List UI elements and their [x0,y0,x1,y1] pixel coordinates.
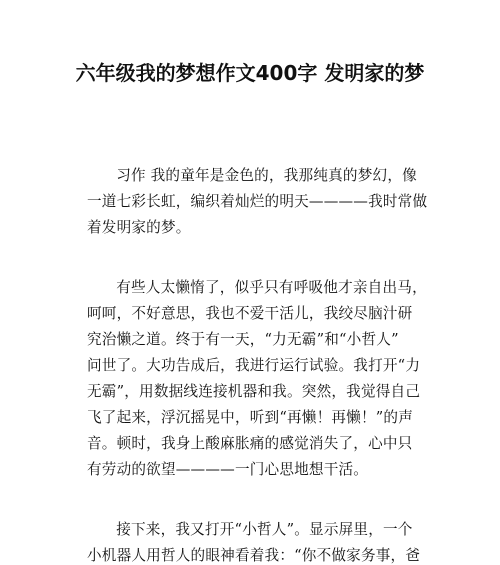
text-line: 呵呵，不好意思，我也不爱干活儿，我绞尽脑汁研 [87,305,413,322]
paragraph-2 [87,275,427,483]
paragraph-3 [87,517,421,565]
text-line: 接下来，我又打开“小哲人”。显示屏里，一个 [116,521,413,538]
text-line: 一道七彩长虹，编织着灿烂的明天————我时常做 [87,193,428,210]
text-line: 问世了。大功告成后，我进行运行试验。我打开“力 [87,357,421,374]
text-line: 有些人太懒惰了，似乎只有呼吸他才亲自出马， [116,279,427,296]
text-line: 着发明家的梦。 [87,219,191,236]
text-line: 飞了起来，浮沉摇晃中，听到“再懒！再懒！”的声 [87,409,413,426]
paragraph-1 [87,163,428,241]
text-line: 有劳动的欲望————一门心思地想干活。 [87,461,369,478]
text-line: 音。顿时，我身上酸麻胀痛的感觉消失了，心中只 [87,435,413,452]
text-line: 习作 我的童年是金色的，我那纯真的梦幻，像 [116,167,417,184]
document-body [87,163,428,565]
document-title: 六年级我的梦想作文400字 发明家的梦 [75,61,425,85]
text-line: 小机器人用哲人的眼神看着我：“你不做家务事，爸 [87,547,421,564]
text-line: 无霸”，用数据线连接机器和我。突然，我觉得自己 [87,383,421,400]
text-line: 究治懒之道。终于有一天，“力无霸”和“小哲人” [87,331,399,348]
